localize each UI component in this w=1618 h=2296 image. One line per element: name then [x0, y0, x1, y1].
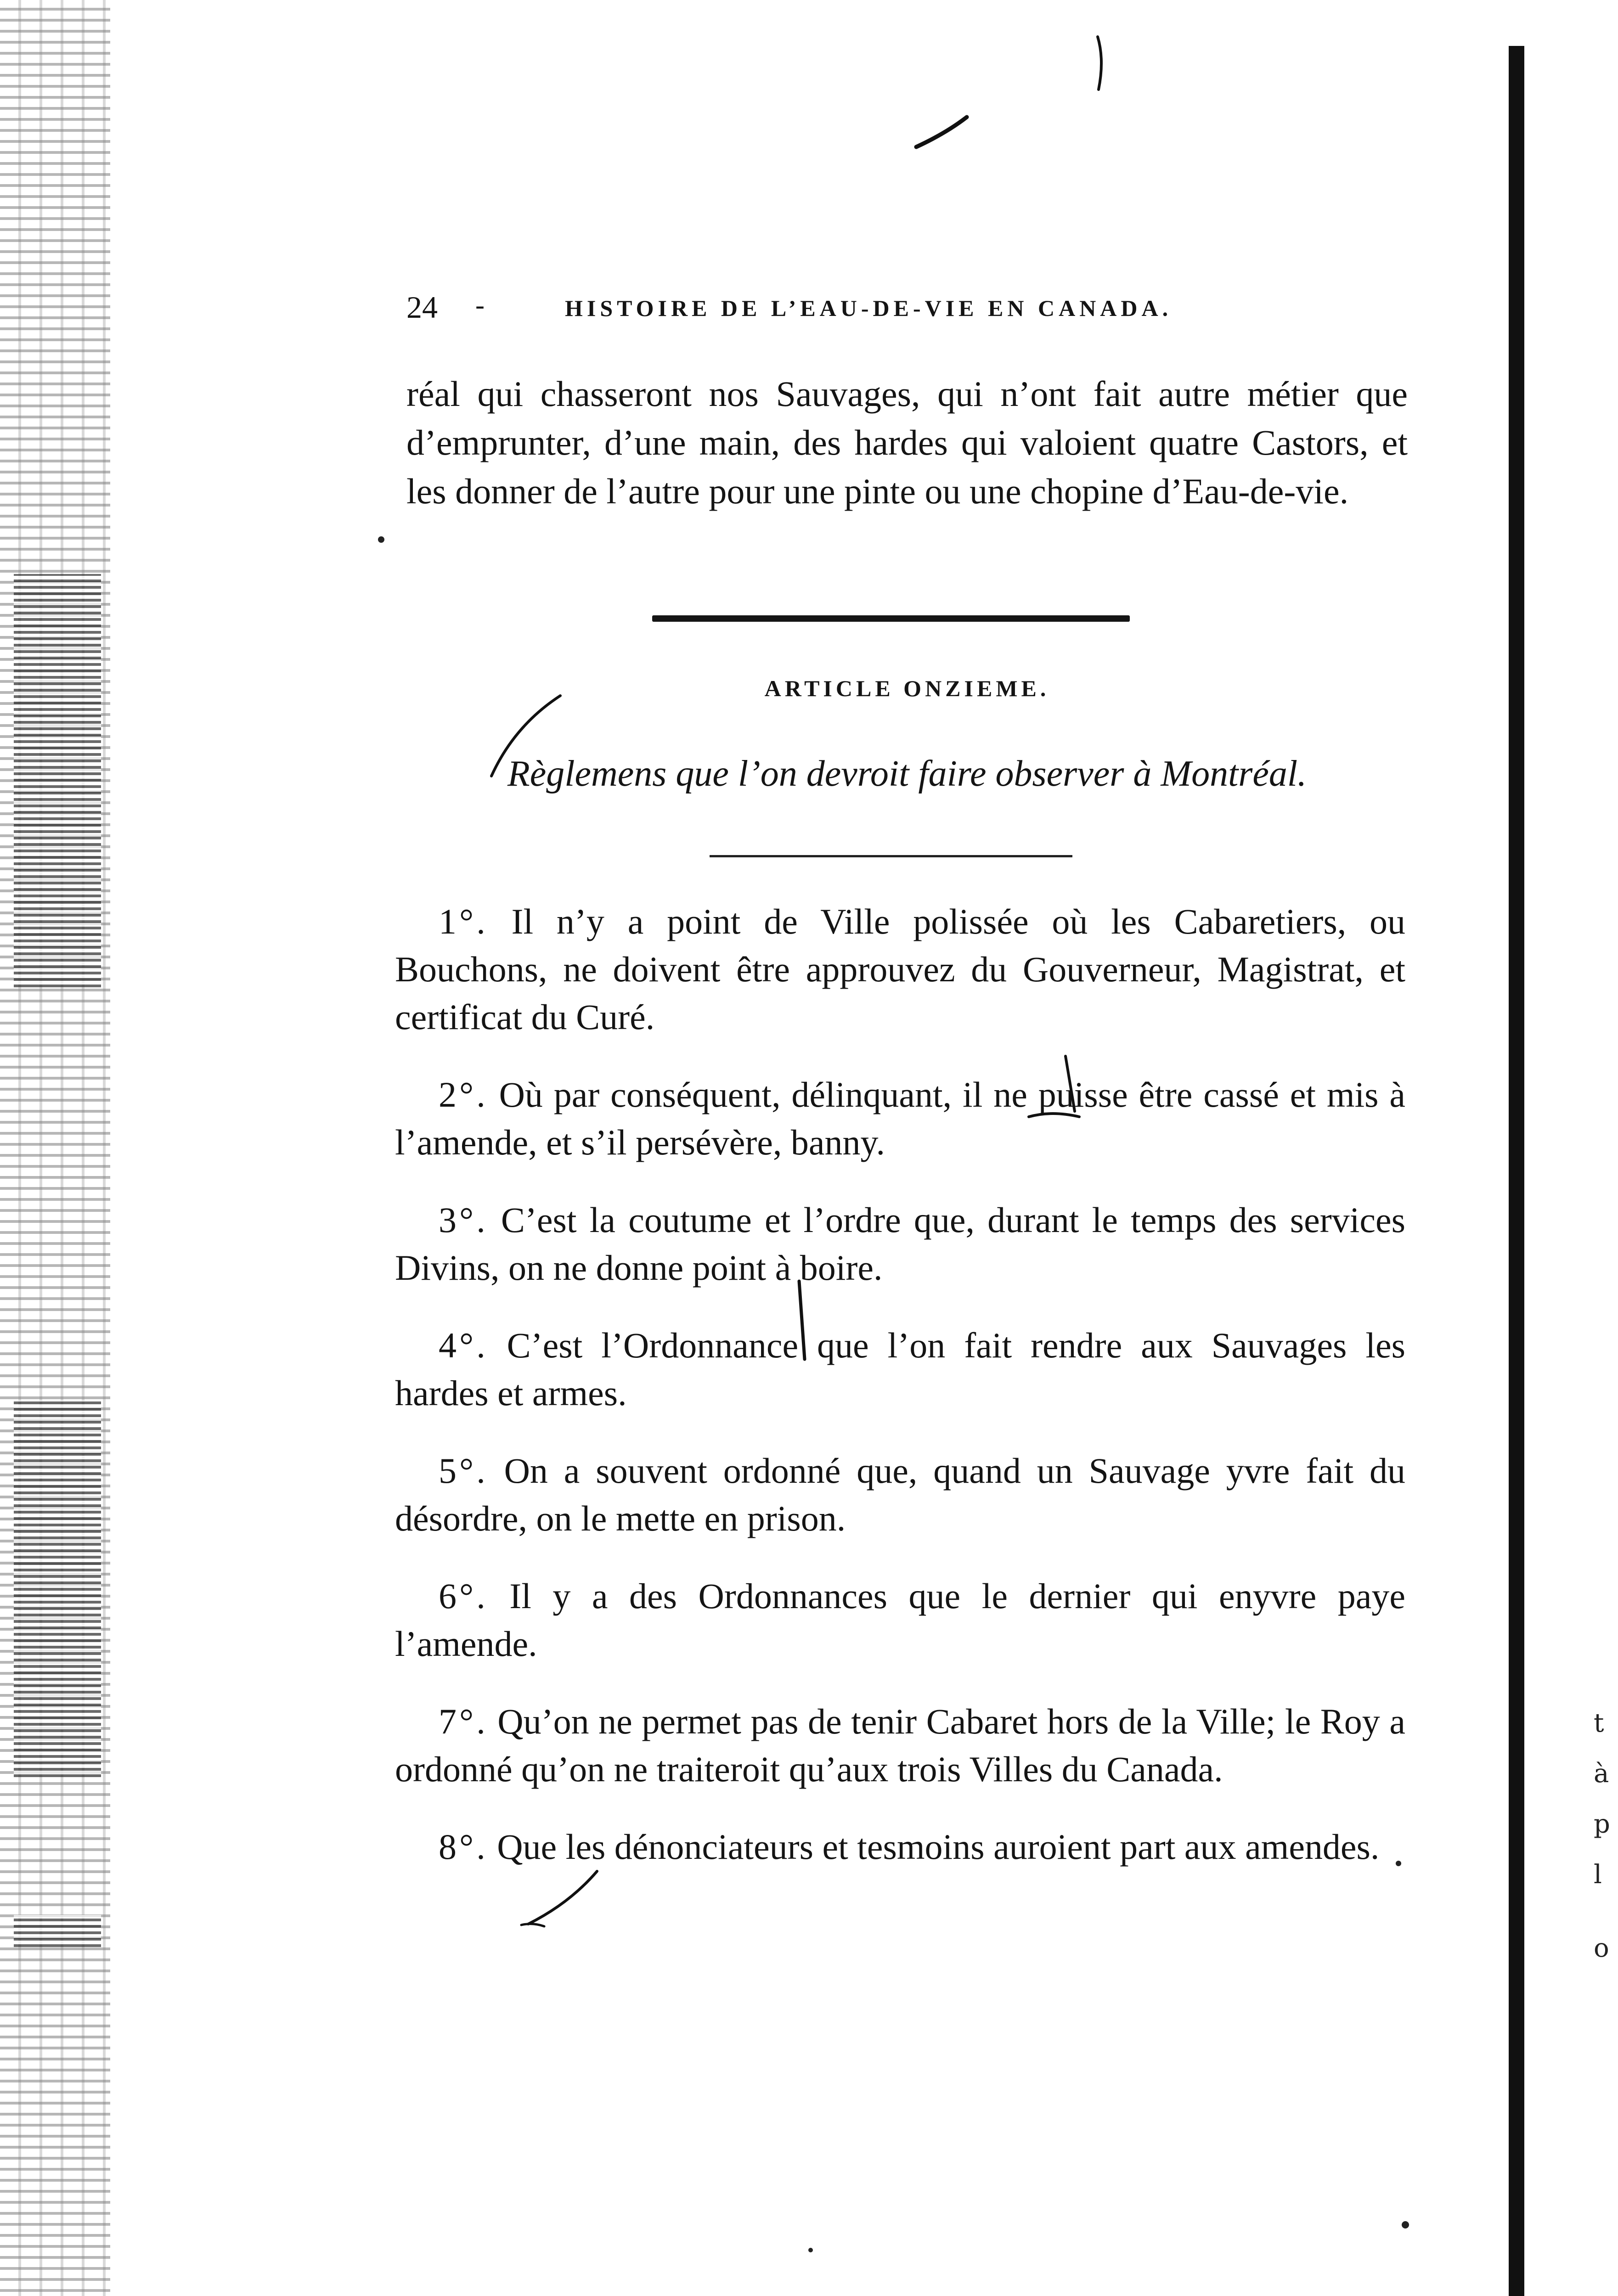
pen-stroke	[1098, 37, 1101, 90]
facing-page-edge	[1509, 46, 1524, 2296]
article-subtitle: Règlemens que l’on devroit faire observer à Montréal.	[507, 754, 1307, 794]
regulation-number: 4°.	[439, 1325, 488, 1365]
page-number: 24	[406, 290, 438, 325]
gutter-scan-band	[14, 1401, 101, 1777]
regulation-number: 7°.	[439, 1701, 488, 1741]
regulation-text: Que les dénonciateurs et tesmoins auroient part aux amendes.	[497, 1827, 1380, 1867]
regulation-text: C’est l’Ordonnance que l’on fait rendre aux Sauvages les hardes et armes.	[395, 1325, 1405, 1413]
regulation-text: Il n’y a point de Ville polissée où les Cabaretiers, ou Bouchons, ne doivent être approuvez du Gouverneur, Magistrat, et certificat du Curé.	[395, 901, 1405, 1037]
regulation-number: 6°.	[439, 1576, 488, 1616]
facing-page-fragment: à	[1594, 1759, 1609, 1789]
running-head-dash: -	[475, 290, 485, 320]
continuation-paragraph: réal qui chasseront nos Sauvages, qui n’ont fait autre métier que d’emprunter, d’une main, des hardes qui valoient quatre Castors, et les donner de l’autre pour une pinte ou une chopine d’Eau-de-vie.	[406, 374, 1408, 511]
facing-page-fragment: t	[1594, 1708, 1604, 1738]
facing-page-fragment: l	[1594, 1860, 1602, 1890]
regulation-item	[395, 1447, 1405, 1542]
regulation-item	[395, 1196, 1405, 1292]
regulation-item	[395, 1823, 1405, 1871]
gutter-scan-band	[14, 1915, 101, 1947]
pen-dot	[1402, 2221, 1409, 2228]
facing-page-fragment: p	[1594, 1809, 1610, 1839]
regulation-item	[395, 1071, 1405, 1166]
article-heading: ARTICLE ONZIEME.	[764, 675, 1050, 701]
pen-stroke	[916, 117, 967, 147]
regulation-text: Où par conséquent, délinquant, il ne puisse être cassé et mis à l’amende, et s’il persévère, banny.	[395, 1075, 1406, 1162]
running-head-title: HISTOIRE DE L’EAU-DE-VIE EN CANADA.	[565, 295, 1173, 321]
regulation-list	[395, 898, 1405, 1901]
binding-gutter	[0, 0, 110, 2296]
regulation-number: 8°.	[439, 1827, 488, 1867]
regulation-number: 5°.	[439, 1451, 488, 1491]
regulation-item	[395, 1322, 1405, 1417]
regulation-text: Qu’on ne permet pas de tenir Cabaret hors de la Ville; le Roy a ordonné qu’on ne traiteroit qu’aux trois Villes du Canada.	[395, 1701, 1405, 1789]
section-divider	[652, 615, 1130, 622]
pen-dot	[378, 536, 384, 543]
regulation-item	[395, 898, 1405, 1041]
running-head	[406, 289, 1417, 326]
pen-stroke	[521, 1924, 544, 1926]
regulation-number: 3°.	[439, 1200, 488, 1240]
facing-page-fragment: o	[1594, 1933, 1609, 1963]
pen-dot	[808, 2248, 813, 2252]
regulation-item	[395, 1572, 1405, 1668]
regulation-text: On a souvent ordonné que, quand un Sauvage yvre fait du désordre, on le mette en prison.	[395, 1451, 1406, 1538]
regulation-number: 1°.	[439, 901, 488, 941]
regulation-number: 2°.	[439, 1075, 488, 1114]
subtitle-divider	[710, 855, 1072, 857]
regulation-text: Il y a des Ordonnances que le dernier qui enyvre paye l’amende.	[395, 1576, 1406, 1664]
regulation-item	[395, 1698, 1405, 1793]
regulation-text: C’est la coutume et l’ordre que, durant le temps des services Divins, on ne donne point à boire.	[395, 1200, 1406, 1288]
gutter-scan-band	[14, 574, 101, 987]
